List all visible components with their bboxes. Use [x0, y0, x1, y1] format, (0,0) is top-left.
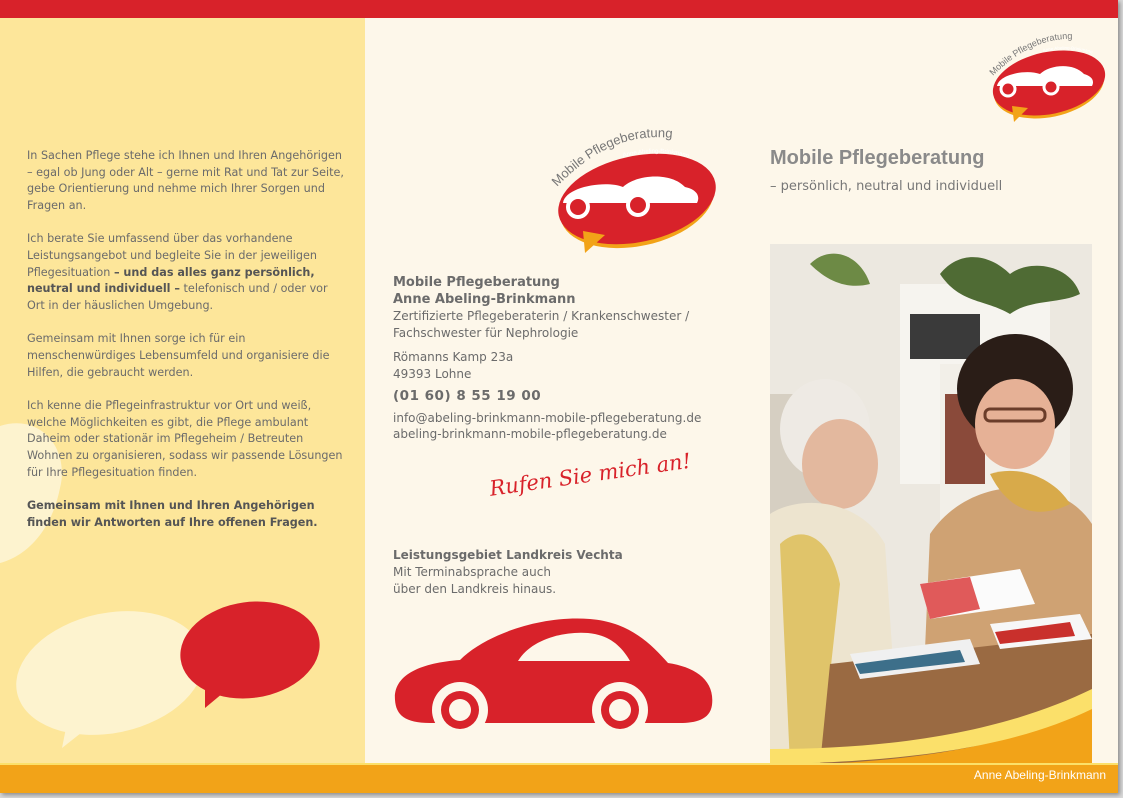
car-icon	[390, 605, 720, 745]
logo-small	[985, 28, 1110, 128]
contact-street: Römanns Kamp 23a	[393, 350, 514, 364]
contact-email[interactable]: info@abeling-brinkmann-mobile-pflegeberatung.de	[393, 410, 702, 425]
contact-phone[interactable]: (01 60) 8 55 19 00	[393, 388, 542, 404]
left-panel	[0, 18, 365, 765]
paragraph-2-bold: – und das alles ganz persönlich, neutral und individuell –	[27, 265, 315, 296]
logo-small-arc-text: Mobile Pflegeberatung	[987, 30, 1073, 78]
left-intro-text	[27, 148, 345, 548]
paragraph-2-a: Ich berate Sie umfassend über das vorhandene Leistungsangebot und begleite Sie in der jeweiligen Pflegesituation	[27, 232, 317, 279]
logo-arc-text: Mobile Pflegeberatung	[548, 125, 674, 189]
contact-role-1: Zertifizierte Pflegeberaterin / Krankenschwester /	[393, 309, 690, 323]
contact-website[interactable]: abeling-brinkmann-mobile-pflegeberatung.de	[393, 427, 667, 441]
paragraph-2	[27, 231, 345, 314]
paragraph-4: Ich kenne die Pflegeinfrastruktur vor Ort und weiß, welche Möglichkeiten es gibt, die Pflege ambulant Daheim oder stationär im Pflegeheim / Betreuten Wohnen zu organisieren, sodass wir passende Lösungen für Ihre Pflegesituation finden.	[27, 399, 343, 479]
cover-title: Mobile Pflegeberatung	[770, 147, 985, 169]
cover-subtitle: – persönlich, neutral und individuell	[770, 179, 1003, 194]
bottom-orange-bar	[0, 765, 1118, 793]
call-to-action: Rufen Sie mich an!	[488, 448, 693, 501]
paragraph-3: Gemeinsam mit Ihnen sorge ich für ein menschenwürdiges Lebensumfeld und organisiere die Hilfen, die gebraucht werden.	[27, 332, 330, 379]
service-area-line-2: über den Landkreis hinaus.	[393, 581, 557, 596]
paragraph-5-bold: Gemeinsam mit Ihnen und Ihren Angehörigen finden wir Antworten auf Ihre offenen Fragen.	[27, 499, 318, 529]
service-area-line-1: Mit Terminabsprache auch	[393, 565, 551, 579]
photo-illustration	[770, 244, 1092, 765]
consultation-photo	[770, 244, 1092, 765]
contact-block	[393, 274, 701, 443]
paragraph-5	[27, 498, 345, 531]
paragraph-1: In Sachen Pflege stehe ich Ihnen und Ihren Angehörigen – egal ob Jung oder Alt – gerne mit Rat und Tat zur Seite, gebe Orientierung und nehme mich Ihrer Sorgen und Fragen an.	[27, 149, 344, 212]
top-red-bar	[0, 0, 1118, 18]
contact-city: 49393 Lohne	[393, 366, 472, 381]
footer-name: Anne Abeling-Brinkmann	[973, 768, 1106, 782]
logo-large	[545, 125, 725, 260]
logo-small-text: Anne Abeling-Brinkmann	[622, 148, 690, 160]
paragraph-2-c: telefonisch und / oder vor Ort in der häuslichen Umgebung.	[27, 282, 328, 312]
contact-title-2: Anne Abeling-Brinkmann	[393, 292, 576, 307]
service-area-block	[393, 547, 623, 597]
service-area-title: Leistungsgebiet Landkreis Vechta	[393, 548, 623, 562]
contact-title-1: Mobile Pflegeberatung	[393, 275, 560, 290]
logo-small-subtext: Anne Abeling-Brinkmann	[1042, 45, 1094, 55]
contact-role-2: Fachschwester für Nephrologie	[393, 325, 579, 340]
